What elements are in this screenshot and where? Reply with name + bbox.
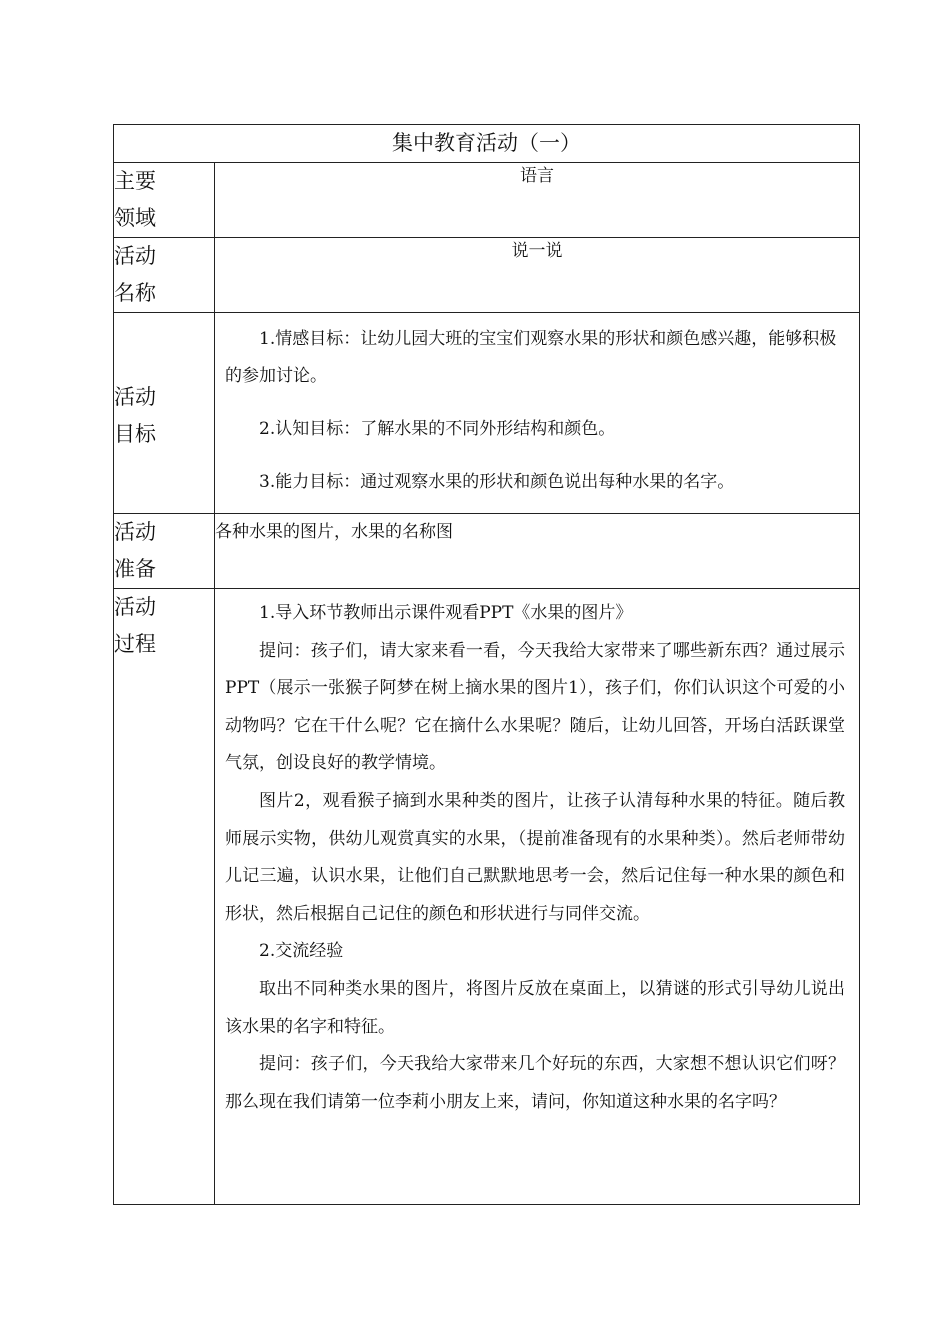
- row-activity-name: [114, 238, 860, 313]
- label-process: 活动 过程: [114, 589, 215, 1205]
- process-paragraph: 提问：孩子们，请大家来看一看，今天我给大家带来了哪些新东西？通过展示PPT（展示一张猴子阿梦在树上摘水果的图片1），孩子们，你们认识这个可爱的小动物吗？它在干什么呢？它在摘什么水果呢？随后，让幼儿回答，开场白活跃课堂气氛，创设良好的教学情境。: [225, 640, 845, 774]
- process-paragraph: 1.导入环节教师出示课件观看PPT《水果的图片》: [259, 603, 633, 623]
- process-paragraph: 图片2，观看猴子摘到水果种类的图片，让孩子认清每种水果的特征。随后教师展示实物，供幼儿观赏真实的水果，（提前准备现有的水果种类）。然后老师带幼儿记三遍，认识水果，让他们自己默默地思考一会，然后记住每一种水果的颜色和形状，然后根据自己记住的颜色和形状进行与同伴交流。: [225, 790, 845, 924]
- row-domain: [114, 163, 860, 238]
- table-title: 集中教育活动（一）: [114, 125, 860, 163]
- label-preparation: 活动 准备: [114, 514, 215, 589]
- value-domain: 语言: [215, 163, 860, 238]
- label-domain: 主要 领域: [114, 163, 215, 238]
- row-goals: [114, 313, 860, 514]
- value-goals: [215, 313, 860, 514]
- process-paragraph: 提问：孩子们，今天我给大家带来几个好玩的东西，大家想不想认识它们呀？那么现在我们请第一位李莉小朋友上来，请问，你知道这种水果的名字吗？: [225, 1054, 845, 1112]
- value-preparation: 各种水果的图片，水果的名称图: [215, 514, 860, 589]
- label-activity-name: 活动 名称: [114, 238, 215, 313]
- row-process: [114, 589, 860, 1205]
- row-preparation: [114, 514, 860, 589]
- process-paragraph: 2.交流经验: [259, 941, 344, 962]
- process-paragraph: 取出不同种类水果的图片，将图片反放在桌面上，以猜谜的形式引导幼儿说出该水果的名字和特征。: [225, 978, 845, 1037]
- goal-item: 3.能力目标：通过观察水果的形状和颜色说出每种水果的名字。: [259, 472, 735, 492]
- value-process: [215, 589, 860, 1205]
- lesson-plan-table: [113, 124, 860, 1205]
- label-goals: 活动 目标: [114, 313, 215, 514]
- goal-item: 1.情感目标：让幼儿园大班的宝宝们观察水果的形状和颜色感兴趣，能够积极的参加讨论。: [225, 329, 837, 386]
- goal-item: 2.认知目标：了解水果的不同外形结构和颜色。: [259, 419, 616, 439]
- value-activity-name: 说一说: [215, 238, 860, 313]
